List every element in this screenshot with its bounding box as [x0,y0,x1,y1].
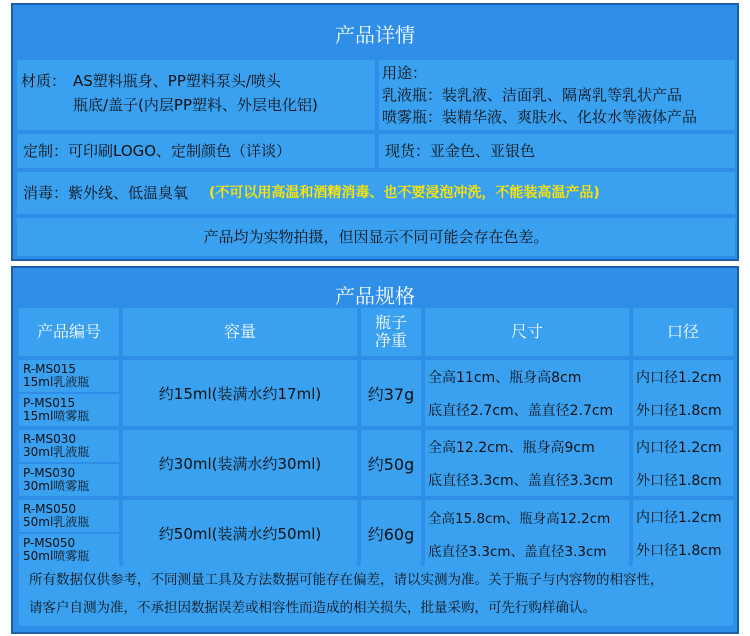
header-mouth: 口径 [633,308,733,356]
product-detail-panel [11,3,739,261]
row3-code-lotion [19,500,119,532]
header-size: 尺寸 [425,308,629,356]
row2-code-spray [19,464,119,496]
disclaimer [19,566,733,626]
code-id: P-MS050 [23,536,76,550]
row1-code-lotion [19,360,119,392]
material-label: 材质： [21,72,67,90]
mouth-inner: 内口径1.2cm [636,369,722,386]
disclaimer-line2: 请客户自测为准，不承担因数据误差或相容性而造成的相关损失，批量采购，可先行购样确认。 [29,600,596,616]
row3-code-spray [19,534,119,566]
header-weight-line1: 瓶子 [374,313,407,332]
material-line2: 瓶底/盖子(内层PP塑料、外层电化铝) [73,96,318,114]
code-desc: 30ml喷雾瓶 [23,479,90,493]
row3-weight: 约60g [361,500,421,566]
detail-title: 产品详情 [335,23,415,47]
row2-size [425,430,629,496]
mouth-outer: 外口径1.8cm [636,542,722,559]
custom-text: 定制：可印刷LOGO、定制颜色（详谈） [23,142,292,160]
custom-cell [17,134,375,168]
row2-capacity: 约30ml(装满水约30ml) [123,430,357,496]
row1-mouth [633,360,733,426]
photo-note: 产品均为实物拍摄，但因显示不同可能会存在色差。 [203,228,549,246]
mouth-inner: 内口径1.2cm [636,439,722,456]
usage-label: 用途： [382,64,428,82]
size-diameter: 底直径3.3cm、盖直径3.3cm [428,543,607,560]
material-cell [17,60,375,130]
disinfect-cell [17,172,735,214]
code-desc: 50ml喷雾瓶 [23,549,90,563]
code-id: P-MS015 [23,396,76,410]
header-weight-line2: 净重 [374,331,407,350]
mouth-outer: 外口径1.8cm [636,472,722,489]
disclaimer-line1: 所有数据仅供参考，不同测量工具及方法数据可能存在偏差，请以实测为准。关于瓶子与内容物的相容性， [29,572,664,588]
usage-line1: 乳液瓶：装乳液、洁面乳、隔离乳等乳状产品 [382,86,683,104]
code-id: R-MS030 [23,432,77,446]
header-weight [361,308,421,356]
row2-weight: 约50g [361,430,421,496]
code-desc: 50ml乳液瓶 [23,515,90,529]
header-capacity: 容量 [123,308,357,356]
size-height: 全高15.8cm、瓶身高12.2cm [428,510,611,527]
code-desc: 15ml乳液瓶 [23,375,90,389]
mouth-outer: 外口径1.8cm [636,402,722,419]
stock-cell [379,134,735,168]
row3-capacity: 约50ml(装满水约50ml) [123,500,357,566]
row3-mouth [633,500,733,566]
code-id: R-MS015 [23,362,77,376]
product-spec-panel [11,266,739,634]
spec-title: 产品规格 [335,284,415,308]
header-code: 产品编号 [19,308,119,356]
size-diameter: 底直径2.7cm、盖直径2.7cm [428,402,614,419]
row1-size [425,360,629,426]
row1-capacity: 约15ml(装满水约17ml) [123,360,357,426]
stock-text: 现货：亚金色、亚银色 [385,142,536,160]
disinfect-label: 消毒：紫外线、低温臭氧 [23,184,189,202]
row1-weight: 约37g [361,360,421,426]
row1-code-spray [19,394,119,426]
row2-code-lotion [19,430,119,462]
material-line1: AS塑料瓶身、PP塑料泵头/喷头 [73,72,281,90]
photo-note-cell [17,218,735,256]
usage-cell [379,60,735,130]
row2-mouth [633,430,733,496]
code-id: P-MS030 [23,466,76,480]
size-height: 全高12.2cm、瓶身高9cm [428,439,595,456]
code-id: R-MS050 [23,502,77,516]
usage-line2: 喷雾瓶：装精华液、爽肤水、化妆水等液体产品 [382,108,698,126]
size-height: 全高11cm、瓶身高8cm [428,369,582,386]
code-desc: 30ml乳液瓶 [23,445,90,459]
row3-size [425,500,629,566]
disinfect-warning: (不可以用高温和酒精消毒、也不要浸泡冲洗，不能装高温产品) [209,185,600,201]
size-diameter: 底直径3.3cm、盖直径3.3cm [428,472,614,489]
mouth-inner: 内口径1.2cm [636,509,722,526]
code-desc: 15ml喷雾瓶 [23,409,90,423]
